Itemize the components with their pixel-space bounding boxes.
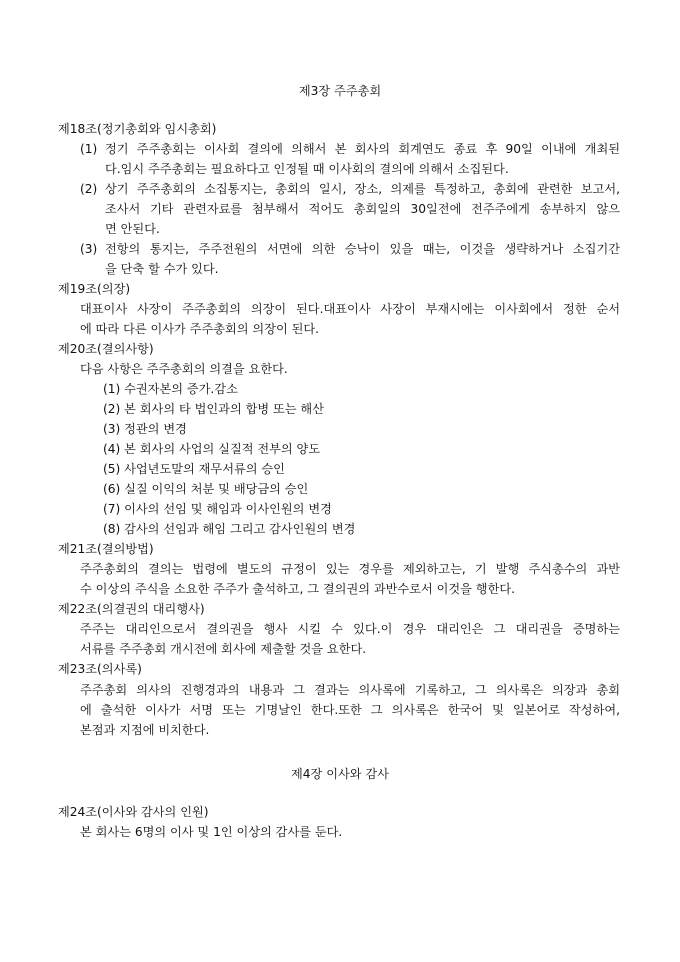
article-18-item-3-number: (3) [80,242,98,256]
article-23-line-2: 에 출석한 이사가 서명 또는 기명날인 한다.또한 그 의사록은 한국어 및 일본어로 작성하여, [80,703,620,717]
article-19-line-2: 에 따라 다른 이사가 주주총회의 의장이 된다. [80,322,320,336]
article-19-line-1: 대표이사 사장이 주주총회의 의장이 된다.대표이사 사장이 부재시에는 이사회에서 정한 순서 [80,302,620,316]
article-20-item: (6) 실질 이익의 처분 및 배당금의 승인 [103,482,309,496]
article-18-item-2-line-3: 면 안된다. [105,222,160,236]
article-21-line-2: 수 이상의 주식을 소요한 주주가 출석하고, 그 결의권의 과반수로서 이것을 행한다. [80,582,516,596]
chapter-4-heading: 제4장 이사와 감사 [291,767,389,781]
article-19-title: 제19조(의장) [58,282,131,296]
article-20-item: (2) 본 회사의 타 법인과의 합병 또는 해산 [103,402,324,416]
article-18-item-1-number: (1) [80,142,98,156]
article-18-title: 제18조(정기총회와 임시총회) [58,122,217,136]
article-23-line-1: 주주총회 의사의 진행경과의 내용과 그 결과는 의사록에 기록하고, 그 의사록은 의장과 총회 [80,683,620,697]
article-18-item-3-line-1: 전항의 통지는, 주주전원의 서면에 의한 승낙이 있을 때는, 이것을 생략하거나 소집기간 [105,242,620,256]
chapter-3-heading: 제3장 주주총회 [298,84,382,98]
article-22-line-2: 서류를 주주총회 개시전에 회사에 제출할 것을 요한다. [80,642,367,656]
article-20-item: (7) 이사의 선임 및 해임과 이사인원의 변경 [103,502,332,516]
article-18-item-2-number: (2) [80,182,98,196]
article-22-line-1: 주주는 대리인으로서 결의권을 행사 시킬 수 있다.이 경우 대리인은 그 대리권을 증명하는 [80,622,620,636]
article-20-intro: 다음 사항은 주주총회의 의결을 요한다. [80,362,288,376]
article-21-title: 제21조(결의방법) [58,542,154,556]
article-18-item-1-line-1: 정기 주주총회는 이사회 결의에 의해서 본 회사의 회계연도 종료 후 90일 이내에 개최된 [105,142,620,156]
article-21-line-1: 주주총회의 결의는 법령에 별도의 규정이 있는 경우를 제외하고는, 기 발행 주식총수의 과반 [80,562,620,576]
article-18-item-1-line-2: 다.임시 주주총회는 필요하다고 인정될 때 이사회의 결의에 의해서 소집된다. [105,162,509,176]
article-18-item-2-line-2: 조사서 기타 관련자료를 첨부해서 적어도 총회일의 30일전에 전주주에게 송부하지 않으 [105,202,620,216]
article-20-item: (8) 감사의 선임과 해임 그리고 감사인원의 변경 [103,522,356,536]
article-18-item-3-line-2: 을 단축 할 수가 있다. [105,262,219,276]
article-20-title: 제20조(결의사항) [58,342,154,356]
article-20-item: (4) 본 회사의 사업의 실질적 전부의 양도 [103,442,321,456]
article-22-title: 제22조(의결권의 대리행사) [58,602,205,616]
article-23-title: 제23조(의사록) [58,662,142,676]
article-23-line-3: 본점과 지점에 비치한다. [80,723,210,737]
article-24-line-1: 본 회사는 6명의 이사 및 1인 이상의 감사를 둔다. [80,825,343,839]
article-20-item: (1) 수권자본의 증가.감소 [103,382,238,396]
article-20-item: (3) 정관의 변경 [103,422,187,436]
article-20-item: (5) 사업년도말의 재무서류의 승인 [103,462,285,476]
article-24-title: 제24조(이사와 감사의 인원) [58,805,209,819]
article-18-item-2-line-1: 상기 주주총회의 소집통지는, 총회의 일시, 장소, 의제를 특정하고, 총회에 관련한 보고서, [105,182,620,196]
